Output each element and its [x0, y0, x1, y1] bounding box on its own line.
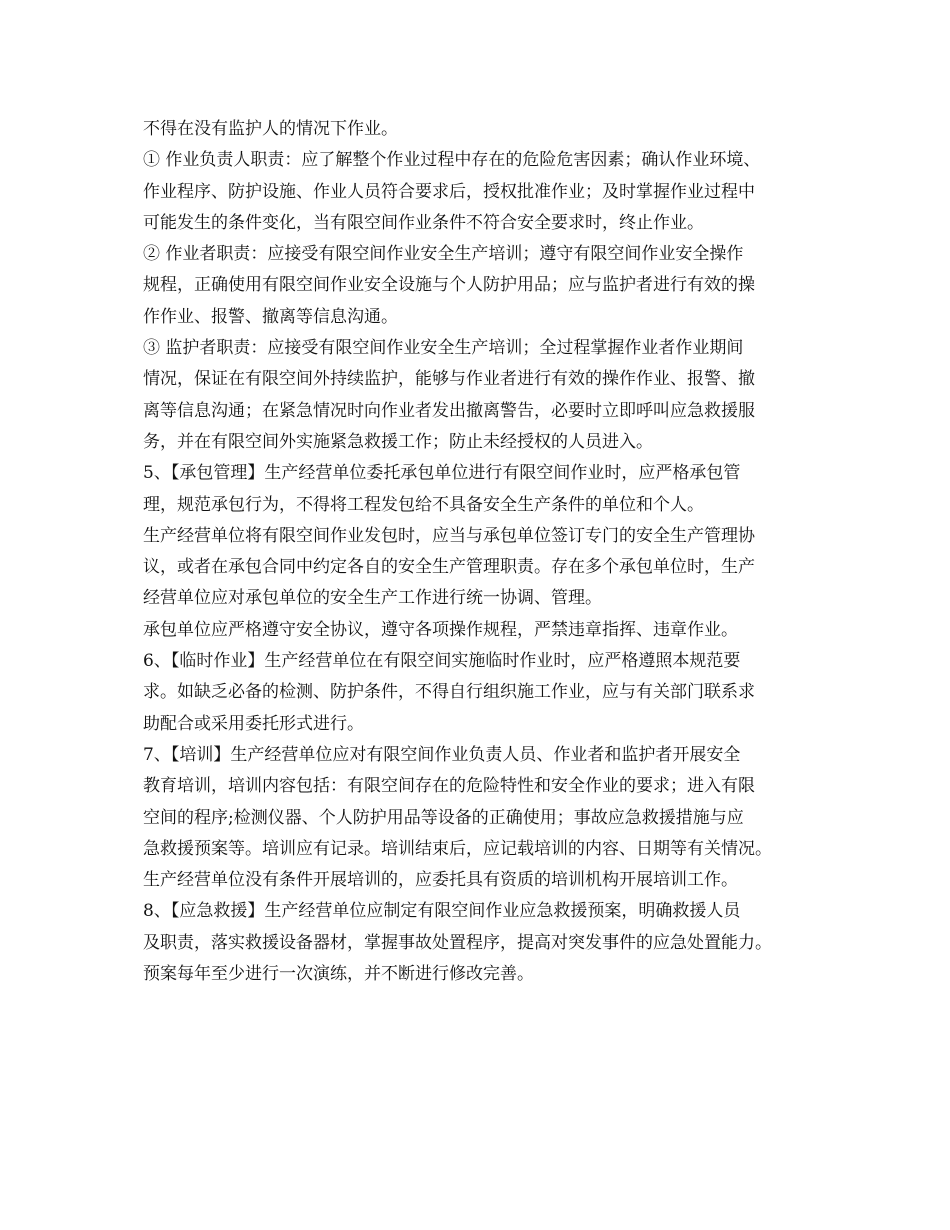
text-line: 生产经营单位没有条件开展培训的，应委托具有资质的培训机构开展培训工作。 [143, 870, 738, 891]
text-line: 求。如缺乏必备的检测、防护条件，不得自行组织施工作业，应与有关部门联系求 [143, 682, 755, 703]
text-line: ③ 监护者职责：应接受有限空间作业安全生产培训；全过程掌握作业者作业期间 [143, 338, 744, 359]
text-line: 助配合或采用委托形式进行。 [143, 713, 364, 734]
text-line: 8、【应急救援】生产经营单位应制定有限空间作业应急救援预案，明确救援人员 [143, 901, 741, 922]
text-line: 空间的程序;检测仪器、个人防护用品等设备的正确使用；事故应急救援措施与应 [143, 807, 744, 828]
text-line: 预案每年至少进行一次演练，并不断进行修改完善。 [143, 964, 534, 985]
text-line: 可能发生的条件变化，当有限空间作业条件不符合安全要求时，终止作业。 [143, 212, 704, 233]
text-line: 议，或者在承包合同中约定各自的安全生产管理职责。存在多个承包单位时，生产 [143, 557, 755, 578]
text-line: 作作业、报警、撤离等信息沟通。 [143, 306, 398, 327]
text-line: 5、【承包管理】生产经营单位委托承包单位进行有限空间作业时，应严格承包管 [143, 463, 741, 484]
text-line: 生产经营单位将有限空间作业发包时，应当与承包单位签订专门的安全生产管理协 [143, 525, 755, 546]
text-line: 7、【培训】生产经营单位应对有限空间作业负责人员、作业者和监护者开展安全 [143, 744, 741, 765]
text-line: 离等信息沟通；在紧急情况时向作业者发出撤离警告，必要时立即呼叫应急救援服 [143, 400, 755, 421]
document-body [143, 114, 823, 990]
text-line: 承包单位应严格遵守安全协议，遵守各项操作规程，严禁违章指挥、违章作业。 [143, 619, 738, 640]
text-line: ① 作业负责人职责：应了解整个作业过程中存在的危险危害因素；确认作业环境、 [143, 150, 761, 171]
text-line: 不得在没有监护人的情况下作业。 [143, 119, 398, 139]
text-line: 6、【临时作业】生产经营单位在有限空间实施临时作业时，应严格遵照本规范要 [143, 651, 741, 672]
text-line: 务，并在有限空间外实施紧急救援工作；防止未经授权的人员进入。 [143, 431, 653, 452]
text-line: ② 作业者职责：应接受有限空间作业安全生产培训；遵守有限空间作业安全操作 [143, 244, 744, 265]
text-line: 理，规范承包行为，不得将工程发包给不具备安全生产条件的单位和个人。 [143, 494, 704, 515]
text-line: 经营单位应对承包单位的安全生产工作进行统一协调、管理。 [143, 588, 602, 609]
text-line: 规程，正确使用有限空间作业安全设施与个人防护用品；应与监护者进行有效的操 [143, 275, 755, 296]
text-line: 作业程序、防护设施、作业人员符合要求后，授权批准作业；及时掌握作业过程中 [143, 181, 755, 202]
text-line: 情况，保证在有限空间外持续监护，能够与作业者进行有效的操作作业、报警、撤 [143, 369, 755, 390]
text-line: 教育培训，培训内容包括：有限空间存在的危险特性和安全作业的要求；进入有限 [143, 776, 755, 797]
text-line: 急救援预案等。培训应有记录。培训结束后，应记载培训的内容、日期等有关情况。 [143, 838, 772, 859]
text-line: 及职责，落实救援设备器材，掌握事故处置程序，提高对突发事件的应急处置能力。 [143, 932, 772, 953]
